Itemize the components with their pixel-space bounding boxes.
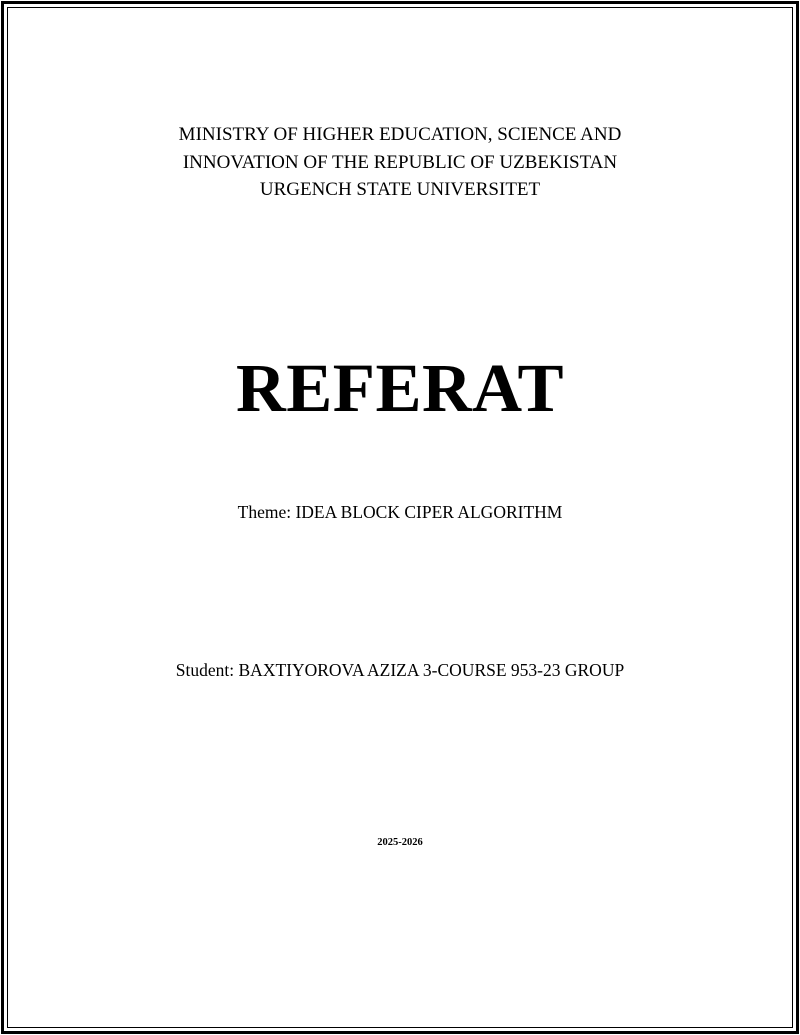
document-title: REFERAT [235,350,565,426]
institution-header [0,121,800,204]
academic-year: 2025-2026 [377,837,423,848]
header-line-ministry: MINISTRY OF HIGHER EDUCATION, SCIENCE AND [178,124,622,145]
student-line: Student: BAXTIYOROVA AZIZA 3-COURSE 953-23 GROUP [175,660,625,680]
header-line-republic: INNOVATION OF THE REPUBLIC OF UZBEKISTAN [182,151,618,173]
header-line-university: URGENCH STATE UNIVERSITET [259,179,541,200]
theme-line: Theme: IDEA BLOCK CIPER ALGORITHM [237,502,563,522]
